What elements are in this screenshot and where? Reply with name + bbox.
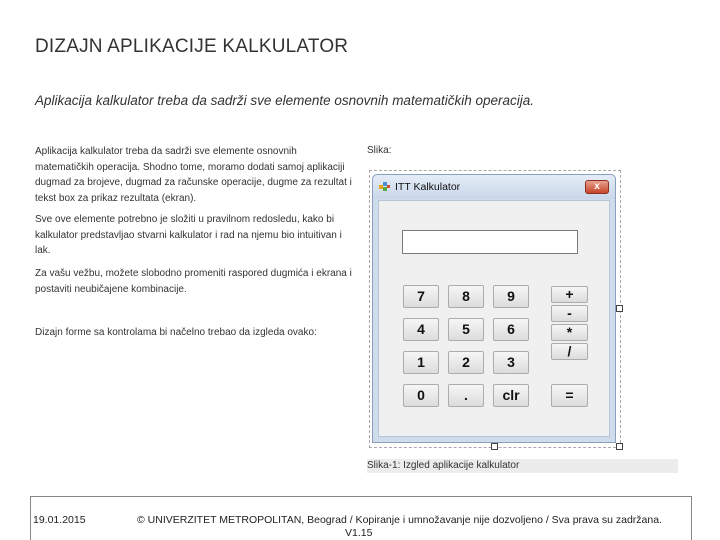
digit-button-0[interactable]: 0 (403, 384, 439, 407)
digit-button-8[interactable]: 8 (448, 285, 484, 308)
slide-subtitle: Aplikacija kalkulator treba da sadrži sve elemente osnovnih matematičkih operacija. (35, 93, 534, 108)
resize-handle-right-middle[interactable] (616, 305, 623, 312)
digit-button-3[interactable]: 3 (493, 351, 529, 374)
minus-button[interactable]: - (551, 305, 588, 322)
window-titlebar[interactable] (373, 175, 615, 199)
paragraph-3: Za vašu vežbu, možete slobodno promeniti raspored dugmića i ekrana i postaviti neubičajene kombinacije. (35, 268, 352, 295)
digit-button-7[interactable]: 7 (403, 285, 439, 308)
divide-button[interactable]: / (551, 343, 588, 360)
resize-handle-bottom-right[interactable] (616, 443, 623, 450)
paragraph-4: Dizajn forme sa kontrolama bi načelno trebao da izgleda ovako: (35, 327, 317, 338)
window-title: ITT Kalkulator (395, 181, 461, 193)
app-icon (379, 182, 390, 192)
figure-caption: Slika-1: Izgled aplikacije kalkulator (367, 460, 520, 471)
digit-button-5[interactable]: 5 (448, 318, 484, 341)
digit-button-1[interactable]: 1 (403, 351, 439, 374)
close-button[interactable] (585, 180, 609, 194)
footer-top-border (30, 496, 692, 497)
paragraph-1: Aplikacija kalkulator treba da sadrži sve elemente osnovnih matematičkih operacija. Shodno tome, moramo dodati samoj aplikaciji dugmad za brojeve, dugmad za računske operacije, dugme za rezultat i tekst box za prikaz rezultata (ekran). (35, 146, 352, 204)
digit-button-6[interactable]: 6 (493, 318, 529, 341)
paragraph-2: Sve ove elemente potrebno je složiti u pravilnom redosledu, kako bi kalkulator predstavljao stvarni kalkulator i rad na njemu bio intuitivan i lak. (35, 214, 342, 256)
digit-button-9[interactable]: 9 (493, 285, 529, 308)
footer-copyright: © UNIVERZITET METROPOLITAN, Beograd / Kopiranje i umnožavanje nije dozvoljeno / Sva prava su zadržana. (137, 514, 662, 526)
equals-button[interactable]: = (551, 384, 588, 407)
plus-button[interactable]: + (551, 286, 588, 303)
clear-button[interactable]: clr (493, 384, 529, 407)
display-textbox[interactable] (402, 230, 578, 254)
close-icon: x (594, 181, 600, 192)
resize-handle-bottom-middle[interactable] (491, 443, 498, 450)
figure-label: Slika: (367, 145, 392, 156)
digit-button-4[interactable]: 4 (403, 318, 439, 341)
footer-left-border (30, 496, 31, 540)
footer-date: 19.01.2015 (33, 514, 86, 526)
digit-button-2[interactable]: 2 (448, 351, 484, 374)
slide-title: DIZAJN APLIKACIJE KALKULATOR (35, 36, 349, 57)
footer-version: V1.15 (345, 527, 373, 539)
multiply-button[interactable]: * (551, 324, 588, 341)
decimal-point-button[interactable]: . (448, 384, 484, 407)
